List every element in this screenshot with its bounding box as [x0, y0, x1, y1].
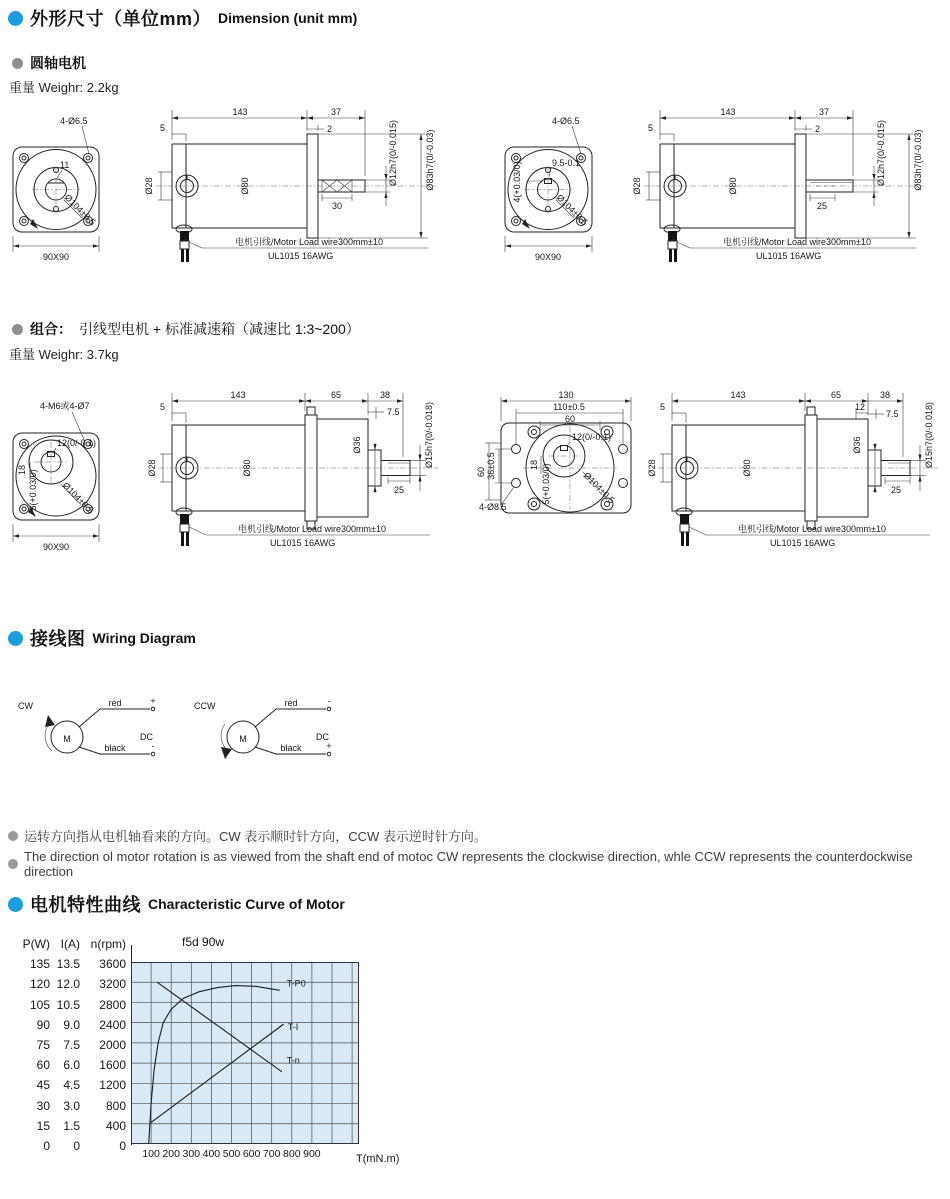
note-rotation-cn: [8, 826, 487, 845]
dim-label: 7.5: [387, 407, 400, 417]
subsection-combo: [12, 319, 360, 339]
drawing-gearmotor-side-view-1: [148, 383, 478, 568]
dimension-lines: [13, 524, 99, 542]
wire-color-label: red: [108, 698, 122, 708]
axis-tick-value: 3200: [99, 977, 126, 992]
axis-tick-value: 30: [36, 1098, 50, 1113]
dim-label: Ø104±0.5: [60, 480, 96, 516]
axis-tick-value: 10.5: [56, 997, 80, 1012]
dim-label: Ø83h7(0/-0.03): [425, 129, 435, 191]
axis-tick-row: [10, 974, 126, 994]
characteristic-curve-chart: [10, 934, 490, 1190]
axis-tick-value: 3600: [99, 957, 126, 972]
axis-header: I(A): [60, 937, 80, 952]
axis-tick-row: [10, 1055, 126, 1075]
dim-label: 143: [720, 107, 736, 117]
dim-label: 25: [816, 201, 828, 211]
axis-tick-value: 6.0: [63, 1058, 80, 1073]
dim-label: Ø104±0.5: [62, 192, 98, 228]
section-title-en: Characteristic Curve of Motor: [148, 896, 345, 912]
x-tick-label: 600: [242, 1148, 261, 1160]
wire-spec-label: UL1015 16AWG: [770, 538, 836, 548]
axis-tick-value: 0: [43, 1138, 50, 1153]
dim-label: 60: [564, 414, 576, 424]
dim-label: 18: [17, 464, 27, 476]
axis-tick-row: [10, 954, 126, 974]
blue-bullet-icon: [8, 631, 23, 646]
dim-label: 143: [730, 390, 746, 400]
dim-label: Ø36: [352, 436, 362, 454]
blue-bullet-icon: [8, 897, 23, 912]
axis-tick-value: 800: [105, 1098, 126, 1113]
axis-header: P(W): [22, 937, 50, 952]
dim-label: 90X90: [534, 252, 562, 262]
section-title-cn: 外形尺寸（单位mm）: [30, 9, 212, 29]
drawing-front-view-motor-2: [472, 104, 622, 266]
section-header-wiring: [8, 625, 196, 651]
dim-label: 11: [60, 160, 70, 170]
note-text: The direction ol motor rotation is as viewed from the shaft end of motoc CW represents the clockwise direction, whle CCW represents the counterdockwise direction: [24, 849, 913, 879]
axis-tick-value: 0: [73, 1138, 80, 1153]
dim-label: 5: [160, 402, 166, 412]
dim-label: Ø28: [647, 459, 657, 477]
gray-bullet-icon: [8, 831, 18, 841]
section-title-cn: 电机特性曲线: [30, 895, 141, 915]
dim-label: 7.5: [886, 409, 899, 419]
wiring-diagram-cw: [12, 697, 187, 769]
wire-label: 电机引线/Motor Load wire300mm±10: [738, 524, 886, 534]
weight-label: 重量 Weighr: 3.7kg: [9, 347, 119, 362]
subsection-round-shaft: [12, 53, 86, 73]
wire-label: 电机引线/Motor Load wire300mm±10: [238, 524, 386, 534]
dim-label: 65: [330, 390, 342, 400]
axis-tick-row: [10, 1116, 126, 1136]
wire-color-label: red: [284, 698, 298, 708]
axis-tick-value: 105: [29, 997, 50, 1012]
dim-label: Ø80: [242, 459, 252, 477]
dim-label: 90X90: [42, 252, 70, 262]
dim-label: 2: [815, 124, 821, 134]
section-header-dimension: [8, 5, 357, 31]
dim-label: 38: [379, 390, 391, 400]
series-label: T-I: [287, 1022, 299, 1032]
gray-bullet-icon: [12, 324, 23, 335]
axis-tick-value: 2000: [99, 1038, 126, 1053]
drawing-side-view-motor-2: [628, 98, 950, 273]
subsection-title: 圆轴电机: [30, 55, 86, 71]
dim-label: 2: [327, 124, 333, 134]
axis-tick-value: 15: [36, 1118, 50, 1133]
dim-label: 5(+0.03/0): [541, 463, 551, 505]
section-header-curve: [8, 891, 345, 917]
dim-label: 25: [890, 485, 902, 495]
axis-tick-value: 2400: [99, 1017, 126, 1032]
dim-label: 90X90: [42, 542, 70, 552]
dim-label: Ø104±0.5: [554, 192, 590, 228]
axis-tick-value: 7.5: [63, 1038, 80, 1053]
axis-tick-row: [10, 1015, 126, 1035]
cw-circuit: [45, 707, 155, 756]
gray-bullet-icon: [12, 58, 23, 69]
wire-label: 电机引线/Motor Load wire300mm±10: [235, 237, 383, 247]
dim-label: 18: [529, 459, 539, 471]
motor-symbol: M: [239, 734, 247, 744]
dim-label: 25: [393, 485, 405, 495]
axis-tick-row: [10, 1035, 126, 1055]
dim-label: 38: [879, 390, 891, 400]
dim-label: 36±0.5: [486, 452, 496, 480]
curve-plot: [131, 962, 359, 1144]
blue-bullet-icon: [8, 11, 23, 26]
axis-tick-value: 90: [36, 1017, 50, 1032]
dim-label: Ø80: [728, 177, 738, 195]
polarity-sign: +: [150, 696, 156, 706]
wiring-diagram-ccw: [188, 697, 363, 769]
axis-tick-value: 0: [119, 1138, 126, 1153]
x-tick-label: 800: [283, 1148, 301, 1160]
wire-color-label: black: [104, 743, 126, 753]
dim-label: 4-M6或4-Ø7: [40, 401, 90, 411]
axis-header: n(rpm): [90, 937, 126, 952]
dim-label: Ø28: [147, 459, 157, 477]
x-tick-label: 500: [222, 1148, 241, 1160]
wire-label: 电机引线/Motor Load wire300mm±10: [723, 237, 871, 247]
gray-bullet-icon: [8, 859, 18, 869]
dim-label: Ø15h7(0/-0.018): [424, 401, 434, 469]
dim-label: 5: [660, 402, 666, 412]
supply-label: DC: [316, 732, 329, 742]
drawing-front-view-motor-1: [6, 104, 138, 266]
dim-label: 4(+0.03/0): [512, 161, 522, 203]
chart-axis-table: [10, 934, 126, 1156]
dim-label: Ø36: [852, 436, 862, 454]
dim-label: 12: [854, 402, 866, 412]
note-rotation-en: [8, 849, 950, 879]
dim-label: 130: [558, 390, 574, 400]
dim-label: 12(0/-0.1): [572, 432, 612, 442]
dim-label: 5(+0.03/0): [28, 469, 38, 511]
series-label: T-n: [286, 1055, 300, 1066]
wire-color-label: black: [280, 743, 302, 753]
dim-label: Ø12h7(0/-0.015): [876, 119, 886, 187]
series-label: T-P0: [286, 978, 306, 989]
dim-label: 143: [230, 390, 246, 400]
dim-label: 4-Ø8.5: [479, 502, 507, 512]
dim-label: Ø12h7(0/-0.015): [388, 119, 398, 187]
dim-label: 12(0/-0.1): [57, 438, 97, 448]
wire-spec-label: UL1015 16AWG: [270, 538, 336, 548]
section-title-cn: 接线图: [30, 629, 86, 649]
wire-spec-label: UL1015 16AWG: [268, 251, 334, 261]
axis-tick-value: 400: [105, 1118, 126, 1133]
axis-tick-value: 1200: [99, 1078, 126, 1093]
axis-tick-row: [10, 995, 126, 1015]
dim-label: 30: [331, 201, 343, 211]
axis-tick-value: 13.5: [56, 957, 80, 972]
dim-label: Ø80: [742, 459, 752, 477]
dim-label: Ø28: [632, 177, 642, 195]
dim-label: 5: [648, 123, 654, 133]
motor-symbol: M: [63, 734, 71, 744]
direction-label: CCW: [194, 701, 216, 711]
drawing-side-view-motor-1: [140, 98, 470, 273]
dim-label: 110±0.5: [553, 402, 585, 412]
dim-label: 9.5-0.1: [552, 158, 581, 168]
axis-tick-value: 75: [36, 1038, 50, 1053]
axis-tick-value: 120: [29, 977, 50, 992]
dimension-lines: [13, 236, 99, 252]
x-tick-label: 300: [182, 1148, 201, 1160]
dim-label: 4-Ø6.5: [60, 116, 88, 126]
dim-label: 60: [476, 466, 486, 478]
polarity-sign: -: [151, 741, 155, 751]
direction-label: CW: [18, 701, 33, 711]
wire-spec-label: UL1015 16AWG: [756, 251, 822, 261]
dim-label: Ø28: [144, 177, 154, 195]
axis-tick-value: 12.0: [56, 977, 80, 992]
dim-label: 37: [818, 107, 830, 117]
section-title-en: Dimension (unit mm): [218, 10, 358, 26]
dimension-lines: [505, 236, 592, 252]
axis-tick-value: 2800: [99, 997, 126, 1012]
x-tick-label: 200: [162, 1148, 180, 1160]
section-title-en: Wiring Diagram: [92, 630, 196, 646]
dim-label: Ø83h7(0/-0.03): [913, 129, 923, 191]
dim-label: Ø104±0.5: [581, 470, 617, 506]
dim-label: 4-Ø6.5: [552, 116, 580, 126]
ccw-circuit: [221, 707, 331, 759]
drawing-gearmotor-side-view-2: [638, 383, 950, 568]
dim-label: 143: [232, 107, 248, 117]
drawing-gearmotor-front-view: [4, 400, 106, 554]
axis-tick-value: 45: [36, 1078, 50, 1093]
x-tick-label: 400: [202, 1148, 221, 1160]
chart-title: f5d 90w: [182, 935, 225, 949]
polarity-sign: +: [326, 741, 332, 751]
subsection-title-strong: 组合：: [30, 321, 72, 337]
note-text: 运转方向指从电机轴看来的方向。CW 表示顺时针方向，CCW 表示逆时针方向。: [24, 829, 487, 844]
x-tick-label: 700: [262, 1148, 281, 1160]
axis-tick-value: 4.5: [63, 1078, 80, 1093]
dim-label: Ø15h7(0/-0.018): [924, 401, 934, 469]
axis-tick-row: [10, 1096, 126, 1116]
x-tick-label: 900: [303, 1148, 321, 1160]
axis-tick-row: [10, 1136, 126, 1156]
axis-tick-value: 135: [29, 957, 50, 972]
supply-label: DC: [140, 732, 153, 742]
x-tick-label: 100: [142, 1148, 160, 1160]
axis-tick-value: 1600: [99, 1058, 126, 1073]
dim-label: 65: [830, 390, 842, 400]
axis-tick-value: 9.0: [63, 1017, 80, 1032]
weight-label: 重量 Weighr: 2.2kg: [9, 80, 119, 95]
polarity-sign: -: [327, 696, 331, 706]
axis-tick-value: 60: [36, 1058, 50, 1073]
axis-tick-value: 1.5: [63, 1118, 80, 1133]
x-axis-label: T(mN.m): [356, 1153, 400, 1165]
dim-label: 5: [160, 123, 166, 133]
axis-tick-row: [10, 1075, 126, 1095]
dim-label: Ø80: [240, 177, 250, 195]
dim-label: 37: [330, 107, 342, 117]
subsection-title-rest: 引线型电机 + 标准减速箱（减速比 1:3~200）: [79, 321, 360, 337]
axis-tick-value: 3.0: [63, 1098, 80, 1113]
